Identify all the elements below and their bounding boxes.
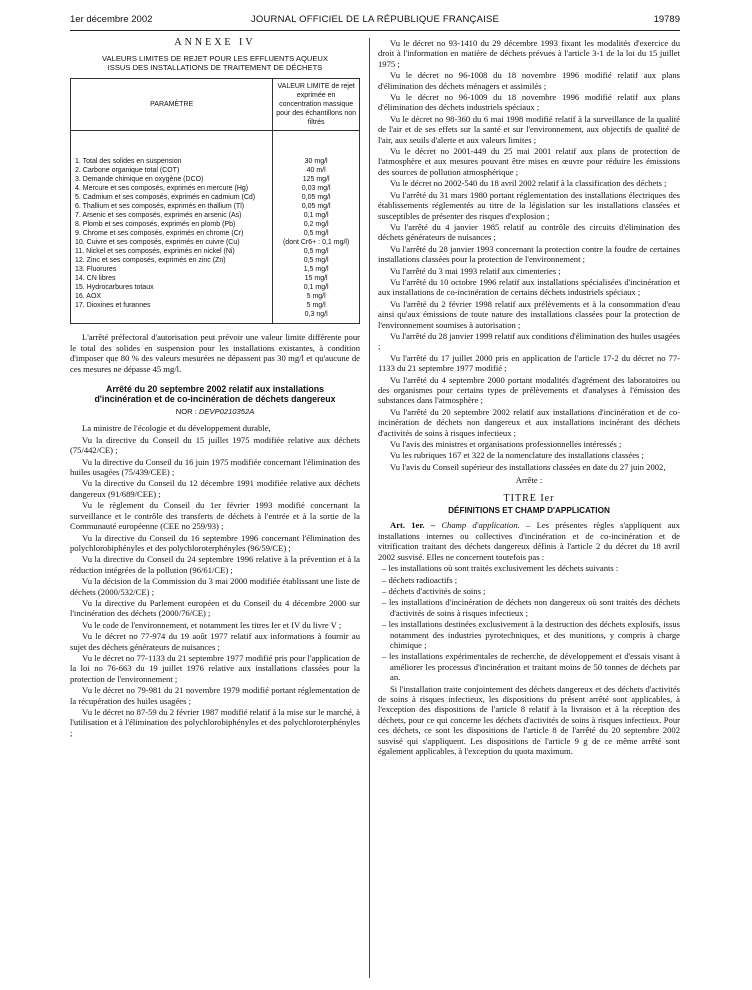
table-row-parameter: 14. CN libres xyxy=(75,275,116,283)
arrete-title: Arrêté du 20 septembre 2002 relatif aux installations d'incinération et de co-incinération de déchets dangereux xyxy=(94,384,336,405)
list-item: – les installations d'incinération de déchets non dangereux où sont traités des déchets d'activités de soins à risques infectieux ; xyxy=(382,597,680,618)
annexe-subtitle-line1: VALEURS LIMITES DE REJET POUR LES EFFLUENTS AQUEUX xyxy=(102,54,328,64)
nor-line xyxy=(70,407,360,417)
visa-paragraph: Vu l'avis des ministres et organisations professionnelles intéressés ; xyxy=(390,439,622,450)
table-header-parameter: PARAMÈTRE xyxy=(71,79,273,131)
annexe-subtitle xyxy=(70,54,360,72)
list-item: – déchets d'activités de soins ; xyxy=(382,585,486,596)
table-header-value: VALEUR LIMITE de rejet exprimée en concentration massique pour des échantillons non filtrés xyxy=(273,79,360,131)
visa-paragraph: Vu la directive du Conseil du 12 décembre 1991 modifiée relative aux déchets dangereux (91/689/CEE) ; xyxy=(70,478,360,499)
article-1-text: – Les présentes règles s'appliquent aux installations internes ou collectives d'incinération et de co-incinération et de vitrification traitant des déchets dangereux définis à l'article 2 du décret du 18 avril 2002 susvisé. Elles ne concernent toutefois pas : xyxy=(378,520,680,562)
table-row-value: 0,3 ng/l xyxy=(304,311,328,319)
table-row-value-note: (dont Cr6+ : 0,1 mg/l) xyxy=(282,239,350,247)
header-page-number: 19789 xyxy=(653,14,680,25)
visa-paragraph: Vu la directive du Parlement européen et du Conseil du 4 décembre 2000 sur l'incinération des déchets (2000/76/CE) ; xyxy=(70,597,360,619)
table-row-parameter: 11. Nickel et ses composés, exprimés en nickel (Ni) xyxy=(75,248,235,256)
right-column xyxy=(378,38,680,757)
column-divider xyxy=(369,38,370,978)
table-row-parameter: 13. Fluorures xyxy=(75,266,117,274)
table-row-value: 125 mg/l xyxy=(302,176,330,184)
visa-paragraph: Vu la directive du Conseil du 24 septembre 1996 relative à la prévention et à la réduction intégrées de la pollution (96/61/CE) ; xyxy=(70,554,360,575)
table-row-value: 1,5 mg/l xyxy=(303,266,329,274)
table-row-parameter: 12. Zinc et ses composés, exprimés en zinc (Zn) xyxy=(75,257,226,265)
table-row-value: 0,1 mg/l xyxy=(303,212,329,220)
article-1-heading: Champ d'application. xyxy=(441,520,520,531)
header-date: 1er décembre 2002 xyxy=(70,14,153,25)
list-item: – les installations expérimentales de recherche, de développement et d'essais visant à améliorer les processus d'incinération et traitant moins de 50 tonnes de déchets par an. xyxy=(382,651,680,683)
page-header xyxy=(70,14,680,28)
table-row-value: 0,1 mg/l xyxy=(303,284,329,292)
visa-paragraph: Vu les rubriques 167 et 322 de la nomenclature des installations classées ; xyxy=(390,450,644,461)
table-row-parameter: 17. Dioxines et furannes xyxy=(75,302,151,310)
visa-list-right xyxy=(378,38,680,472)
visa-paragraph: Vu le règlement du Conseil du 1er février 1993 modifié concernant la surveillance et le contrôle des transferts de déchets à l'entrée et à la sortie de la Communauté européenne (CEE no 259/93) ; xyxy=(70,500,360,532)
visa-paragraph: Vu l'arrêté du 2 février 1998 relatif aux prélèvements et à la consommation d'eau ainsi qu'aux émissions de toute nature des installations classées pour la protection de l'environnement soumises à autorisation ; xyxy=(378,298,680,330)
visa-paragraph: Vu l'arrêté du 28 janvier 1993 concernant la protection contre la foudre de certaines installations classées pour la protection de l'environnement ; xyxy=(378,243,680,265)
visa-paragraph: Vu l'arrêté du 10 octobre 1996 relatif aux installations spécialisées d'incinération et aux installations de co-incinération de certains déchets industriels spéciaux ; xyxy=(378,276,680,298)
header-journal-title: JOURNAL OFFICIEL DE LA RÉPUBLIQUE FRANÇAISE xyxy=(250,14,500,25)
table-row-value: 0,5 mg/l xyxy=(303,257,329,265)
visa-paragraph: Vu l'arrêté du 4 janvier 1985 relatif au contrôle des circuits d'élimination des déchets générateurs de nuisances ; xyxy=(378,221,680,243)
nor-code: DEVP0210352A xyxy=(198,407,255,417)
visa-paragraph: Vu l'arrêté du 3 mai 1993 relatif aux cimenteries ; xyxy=(390,265,561,276)
exclusion-list xyxy=(378,563,680,682)
table-row-parameter: 1. Total des solides en suspension xyxy=(75,158,182,166)
table-row-value: 0,5 mg/l xyxy=(303,230,329,238)
table-row-value: 30 mg/l xyxy=(304,158,328,166)
final-paragraph: Si l'installation traite conjointement des déchets dangereux et des déchets d'activités de soins à risques infectieux, les dispositions du présent arrêté sont applicables, à l'exception des dispositions de l'article 8 relatif à la livraison et à la réception des déchets, pour ce qui concerne les déchets d'activités de soins à risques infectieux. Pour ces déchets, ce sont les dispositions de l'article 8 de l'arrêté du 20 septembre 2002 susvisé qui s'appliquent. Les dispositions de l'article 9 g de ce même arrêté sont également applicables, à l'exception du quota maximum. xyxy=(378,683,680,756)
annexe-subtitle-line2: ISSUS DES INSTALLATIONS DE TRAITEMENT DE DÉCHETS xyxy=(107,63,323,73)
visa-paragraph: Vu le décret no 96-1008 du 18 novembre 1996 modifié relatif aux plans d'élimination des déchets ménagers et assimilés ; xyxy=(378,70,680,91)
annexe-note: L'arrêté préfectoral d'autorisation peut prévoir une valeur limite différente pour le total des solides en suspension pour les installations existantes, à condition d'imposer que 80 % des valeurs mesurées ne dépassent pas 30 mg/l et qu'aucune de ces mesures ne dépasse 45 mg/l. xyxy=(70,332,360,374)
visa-paragraph: Vu la directive du Conseil du 15 juillet 1975 modifiée relative aux déchets (75/442/CE) ; xyxy=(70,434,360,456)
article-1-label: Art. 1er. – xyxy=(390,520,436,531)
visa-paragraph: Vu le décret no 2001-449 du 25 mai 2001 relatif aux plans de protection de l'atmosphère et aux mesures pouvant être mises en œuvre pour réduire les émissions des sources de pollution atmosphérique ; xyxy=(378,146,680,177)
limits-table xyxy=(70,78,360,324)
arrete-word: Arrête : xyxy=(515,475,543,486)
table-row-parameter: 3. Demande chimique en oxygène (DCO) xyxy=(75,176,204,184)
table-row-value: 0,5 mg/l xyxy=(303,248,329,256)
visa-paragraph: Vu l'avis du Conseil supérieur des installations classées en date du 27 juin 2002, xyxy=(390,461,666,472)
visa-paragraph: La ministre de l'écologie et du développement durable, xyxy=(82,423,271,434)
table-row-parameter: 15. Hydrocarbures totaux xyxy=(75,284,154,292)
header-rule xyxy=(70,30,680,31)
table-row-parameter: 10. Cuivre et ses composés, exprimés en cuivre (Cu) xyxy=(75,239,240,247)
visa-paragraph: Vu le décret no 96-1009 du 18 novembre 1996 modifié relatif aux plans d'élimination des déchets industriels spéciaux ; xyxy=(378,92,680,113)
table-row-parameter: 16. AOX xyxy=(75,293,102,301)
titre-heading: TITRE Ier xyxy=(503,492,555,504)
visa-paragraph: Vu le décret no 98-360 du 6 mai 1998 modifié relatif à la surveillance de la qualité de l'air et de ses effets sur la santé et sur l'environnement, aux objectifs de qualité de l'air, aux seuils d'alerte et aux valeurs limites ; xyxy=(378,113,680,145)
table-row-parameter: 9. Chrome et ses composés, exprimés en chrome (Cr) xyxy=(75,230,244,238)
table-row-value: 5 mg/l xyxy=(306,293,326,301)
nor-label: NOR : xyxy=(175,407,197,417)
table-row-parameter: 5. Cadmium et ses composés, exprimés en cadmium (Cd) xyxy=(75,194,256,202)
table-row-parameter: 6. Thallium et ses composés, exprimés en thallium (Tl) xyxy=(75,203,245,211)
visa-paragraph: Vu l'arrêté du 4 septembre 2000 portant modalités d'agrément des laboratoires ou des organismes pour certains types de prélèvements et d'analyses à l'émission des substances dans l'atmosphère ; xyxy=(378,374,680,406)
visa-paragraph: Vu l'arrêté du 28 janvier 1999 relatif aux conditions d'élimination des huiles usagées ; xyxy=(378,330,680,352)
parameter-column xyxy=(71,131,273,324)
visa-paragraph: Vu l'arrêté du 31 mars 1980 portant réglementation des installations électriques des établissements réglementés au titre de la législation sur les installations classées et susceptibles de présenter des risques d'explosion ; xyxy=(378,189,680,221)
list-item: – les installations destinées exclusivement à la destruction des déchets explosifs, issus notamment des industries pyrotechniques, et des munitions, y compris à charge chimique ; xyxy=(382,619,680,650)
visa-paragraph: Vu le décret no 2002-540 du 18 avril 2002 relatif à la classification des déchets ; xyxy=(390,178,667,189)
visa-paragraph: Vu le décret no 77-974 du 19 août 1977 relatif aux informations à fournir au sujet des déchets générateurs de nuisances ; xyxy=(70,631,360,652)
table-row-value: 0,2 mg/l xyxy=(303,221,329,229)
table-row-value: 5 mg/l xyxy=(306,302,326,310)
visa-paragraph: Vu l'arrêté du 17 juillet 2000 pris en application de l'article 17-2 du décret no 77-1133 du 21 septembre 1977 modifié ; xyxy=(378,352,680,374)
table-row-parameter: 7. Arsenic et ses composés, exprimés en arsenic (As) xyxy=(75,212,242,220)
visa-list-left xyxy=(70,423,360,738)
table-row-parameter: 4. Mercure et ses composés, exprimés en mercure (Hg) xyxy=(75,185,249,193)
table-row-value: 0,05 mg/l xyxy=(301,203,331,211)
visa-paragraph: Vu le code de l'environnement, et notamment les titres Ier et IV du livre V ; xyxy=(82,619,342,630)
visa-paragraph: Vu l'arrêté du 20 septembre 2002 relatif aux installations d'incinération et de co-incinération de déchets non dangereux et aux installations incinérant des déchets d'activités de soins à risques infectieux ; xyxy=(378,406,680,438)
visa-paragraph: Vu la décision de la Commission du 3 mai 2000 modifiée établissant une liste de déchets (2000/532/CE) ; xyxy=(70,576,360,597)
visa-paragraph: Vu le décret no 87-59 du 2 février 1987 modifié relatif à la mise sur le marché, à l'utilisation et à l'élimination des polychlorobiphényles et des polychloroterphényles ; xyxy=(70,707,360,738)
visa-paragraph: Vu le décret no 93-1410 du 29 décembre 1993 fixant les modalités d'exercice du droit à l'information en matière de déchets prévues à l'article 3-1 de la loi du 15 juillet 1975 ; xyxy=(378,38,680,69)
table-row-parameter: 2. Carbone organique total (COT) xyxy=(75,167,180,175)
table-row-value: 0,03 mg/l xyxy=(301,185,331,193)
table-row-parameter: 8. Plomb et ses composés, exprimés en plomb (Pb) xyxy=(75,221,236,229)
table-row-value: 40 m/l xyxy=(306,167,326,175)
visa-paragraph: Vu la directive du Conseil du 16 septembre 1996 concernant l'élimination des polychlorobiphényles et des polychloroterphényles (96/59/CE) ; xyxy=(70,532,360,553)
list-item: – déchets radioactifs ; xyxy=(382,574,458,585)
table-row-value: 0,05 mg/l xyxy=(301,194,331,202)
list-item: – les installations où sont traités exclusivement les déchets suivants : xyxy=(382,563,619,574)
value-column xyxy=(273,131,360,324)
titre-subheading: DÉFINITIONS ET CHAMP D'APPLICATION xyxy=(448,506,610,516)
article-1 xyxy=(378,520,680,562)
annexe-title: ANNEXE IV xyxy=(174,37,256,48)
table-row-value: 15 mg/l xyxy=(304,275,328,283)
visa-paragraph: Vu le décret no 77-1133 du 21 septembre 1977 modifié pris pour l'application de la loi no 76-663 du 19 juillet 1976 relative aux installations classées pour la protection de l'environnement ; xyxy=(70,652,360,684)
visa-paragraph: Vu le décret no 79-981 du 21 novembre 1979 modifié portant réglementation de la récupération des huiles usagées ; xyxy=(70,685,360,706)
left-column xyxy=(70,38,360,739)
visa-paragraph: Vu la directive du Conseil du 16 juin 1975 modifiée concernant l'élimination des huiles usagées (75/439/CEE) ; xyxy=(70,456,360,478)
